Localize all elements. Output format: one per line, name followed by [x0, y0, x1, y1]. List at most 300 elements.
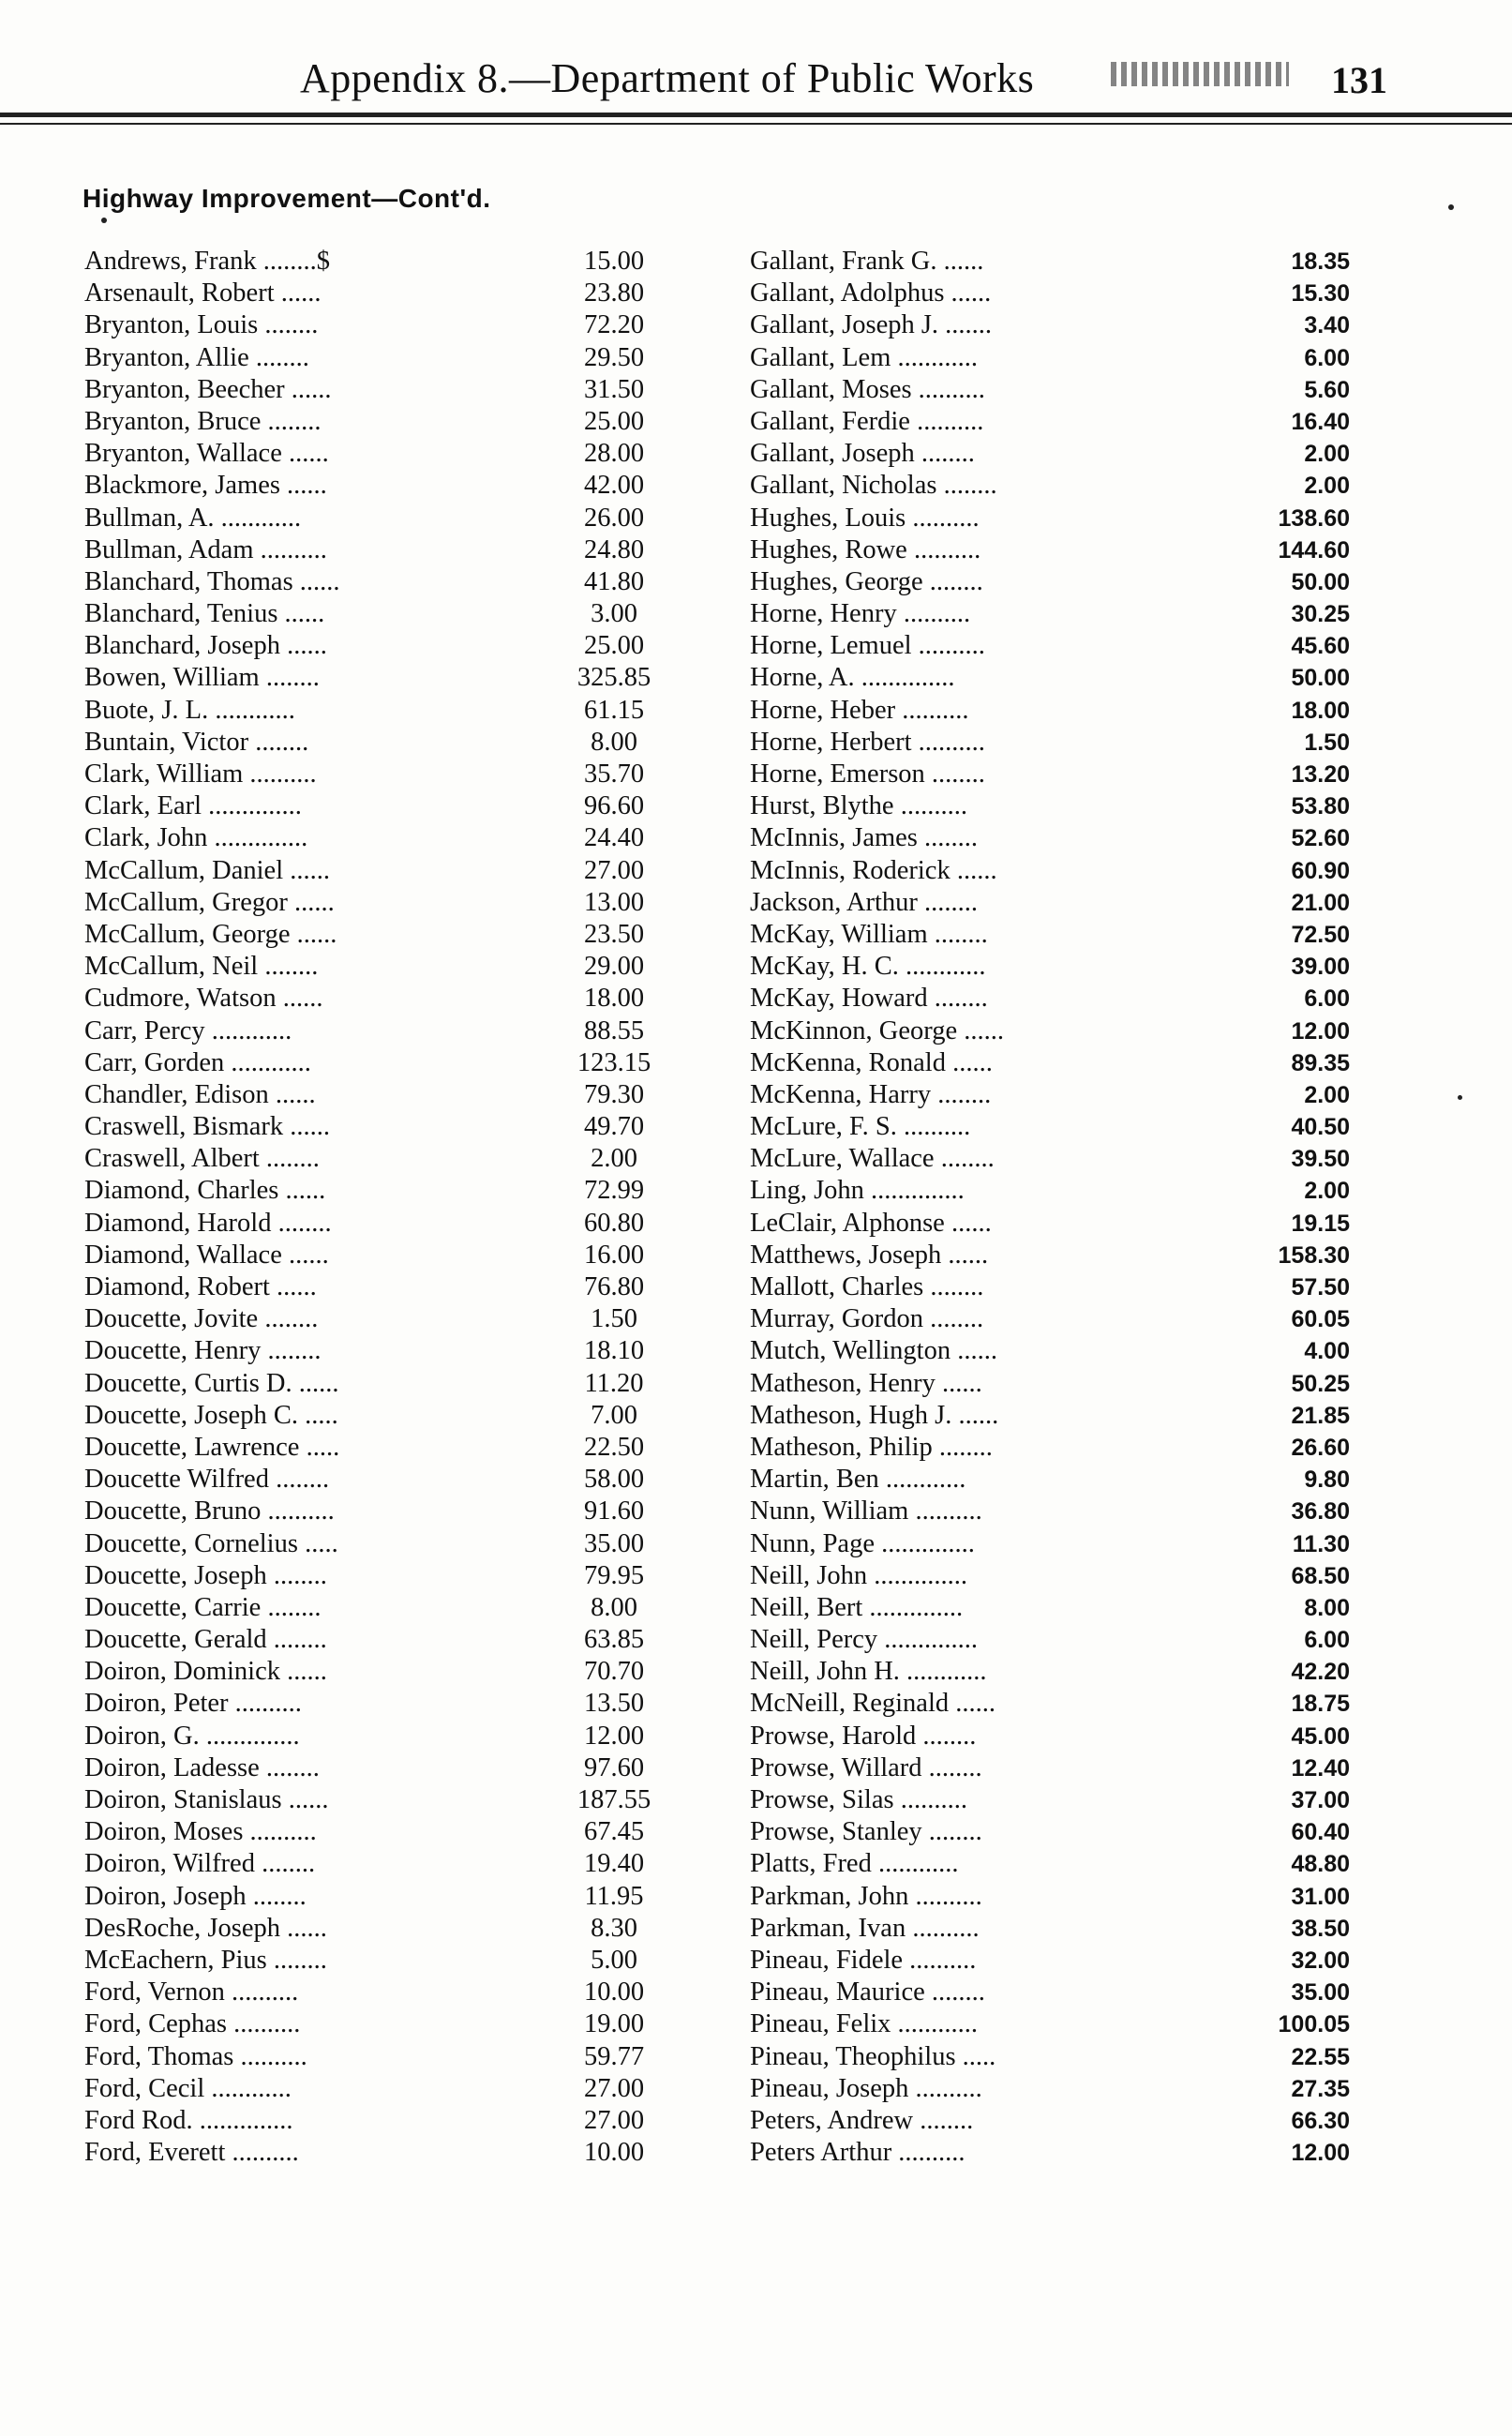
payment-amount: 42.00: [583, 471, 645, 501]
payee-name: Doucette, Bruno ..........: [84, 1496, 335, 1526]
payment-amount: 13.00: [583, 887, 645, 917]
payment-amount: 97.60: [583, 1752, 645, 1782]
left-column-row: [84, 1848, 684, 1880]
payee-name: McCallum, Neil ........: [84, 952, 319, 982]
right-column-row: [750, 1688, 1350, 1720]
right-column-row: [750, 1784, 1350, 1816]
payee-name: McKay, H. C. ............: [750, 952, 986, 982]
payee-name: Doucette, Henry ........: [84, 1336, 322, 1366]
payee-name: Gallant, Lem ............: [750, 342, 978, 372]
payment-amount: 58.00: [583, 1465, 645, 1495]
left-column-row: [84, 1881, 684, 1913]
left-column-row: [84, 374, 684, 406]
payment-amount: 76.80: [583, 1272, 645, 1301]
payee-name: Doiron, Dominick ......: [84, 1657, 327, 1687]
payment-amount: 27.00: [583, 2105, 645, 2135]
payment-amount: 91.60: [583, 1496, 645, 1526]
payee-name: Gallant, Joseph J. .......: [750, 310, 993, 340]
right-column-row: [750, 790, 1350, 822]
left-column-row: [84, 470, 684, 502]
payment-amount: 19.00: [583, 2009, 645, 2039]
payee-name: Doiron, Stanislaus ......: [84, 1785, 329, 1814]
right-column-row: [750, 630, 1350, 662]
payee-name: Ford, Thomas ..........: [84, 2041, 307, 2071]
left-column-row: [84, 278, 684, 309]
payee-name: Bryanton, Wallace ......: [84, 439, 329, 469]
left-column-row: [84, 2105, 684, 2137]
left-column-row: [84, 2073, 684, 2105]
payment-amount: 9.80: [1304, 1466, 1350, 1494]
left-column-row: [84, 1047, 684, 1079]
payee-name: Ford, Cephas ..........: [84, 2009, 301, 2039]
payment-amount: 12.00: [1291, 2140, 1350, 2167]
left-column-row: [84, 1175, 684, 1207]
payment-amount: 1.50: [591, 1304, 637, 1334]
right-column-row: [750, 1848, 1350, 1880]
payment-amount: 4.00: [1304, 1338, 1350, 1365]
payee-name: Doucette, Jovite ........: [84, 1304, 319, 1334]
payee-name: Arsenault, Robert ......: [84, 278, 322, 308]
payee-name: Diamond, Harold ........: [84, 1208, 332, 1238]
payment-amount: 12.00: [1291, 1017, 1350, 1045]
left-column-row: [84, 2137, 684, 2169]
payee-name: McCallum, Daniel ......: [84, 855, 330, 885]
payment-amount: 1.50: [1304, 729, 1350, 756]
payee-name: Hurst, Blythe ..........: [750, 791, 967, 821]
right-column-row: [750, 1432, 1350, 1464]
payment-amount: 39.00: [1291, 954, 1350, 981]
payee-name: Hughes, Louis ..........: [750, 503, 980, 533]
payment-amount: 57.50: [1291, 1274, 1350, 1301]
left-column-row: [84, 1977, 684, 2008]
payee-name: Martin, Ben ............: [750, 1465, 966, 1495]
right-column-row: [750, 1111, 1350, 1143]
payee-name: Gallant, Frank G. ......: [750, 247, 984, 276]
right-column-row: [750, 727, 1350, 759]
payment-amount: 5.00: [591, 1945, 637, 1975]
left-column-row: [84, 1784, 684, 1816]
right-column-row: [750, 1816, 1350, 1848]
left-column-row: [84, 887, 684, 919]
payment-amount: 29.00: [583, 952, 645, 982]
payment-amount: 3.40: [1304, 312, 1350, 339]
payment-amount: 100.05: [1278, 2011, 1350, 2038]
payee-name: Doiron, G. ..............: [84, 1721, 300, 1751]
payment-amount: 89.35: [1291, 1049, 1350, 1076]
left-column-row: [84, 1208, 684, 1240]
right-column: [750, 246, 1350, 2169]
payment-amount: 2.00: [1304, 1178, 1350, 1205]
right-column-row: [750, 1271, 1350, 1303]
payee-name: Doiron, Wilfred ........: [84, 1849, 316, 1879]
payee-name: Horne, A. ..............: [750, 663, 955, 693]
right-column-row: [750, 438, 1350, 470]
right-column-row: [750, 309, 1350, 341]
right-column-row: [750, 1368, 1350, 1400]
payee-name: Murray, Gordon ........: [750, 1304, 984, 1334]
payment-amount: 144.60: [1278, 536, 1350, 564]
payment-amount: 50.00: [1291, 568, 1350, 595]
payment-amount: 22.50: [583, 1432, 645, 1462]
payee-name: Pineau, Theophilus .....: [750, 2041, 996, 2071]
payee-name: Blanchard, Thomas ......: [84, 566, 340, 596]
left-column-row: [84, 1945, 684, 1977]
payment-amount: 52.60: [1291, 825, 1350, 852]
payment-amount: 35.00: [1291, 1979, 1350, 2007]
payee-name: McInnis, James ........: [750, 823, 979, 853]
payment-amount: 88.55: [583, 1015, 645, 1045]
right-column-row: [750, 1015, 1350, 1047]
payment-amount: 5.60: [1304, 376, 1350, 403]
payment-amount: 32.00: [1291, 1947, 1350, 1974]
payee-name: Buntain, Victor ........: [84, 727, 309, 757]
payee-name: Bullman, A. ............: [84, 503, 302, 533]
payee-name: Blanchard, Tenius ......: [84, 599, 325, 629]
right-column-row: [750, 1881, 1350, 1913]
payment-amount: 60.80: [583, 1208, 645, 1238]
payee-name: Doiron, Ladesse ........: [84, 1752, 320, 1782]
payee-name: Bryanton, Louis ........: [84, 310, 319, 340]
payee-name: Horne, Emerson ........: [750, 759, 985, 789]
header-rule-thick: [0, 113, 1512, 117]
right-column-row: [750, 1560, 1350, 1592]
payee-name: Ford, Vernon ..........: [84, 1977, 299, 2007]
left-column-row: [84, 1688, 684, 1720]
left-column-row: [84, 1400, 684, 1432]
right-column-row: [750, 1656, 1350, 1688]
payee-name: Horne, Herbert ..........: [750, 727, 985, 757]
left-column-row: [84, 1271, 684, 1303]
right-column-row: [750, 2137, 1350, 2169]
left-column-row: [84, 855, 684, 887]
payment-amount: 7.00: [591, 1400, 637, 1430]
right-column-row: [750, 1592, 1350, 1624]
right-column-row: [750, 1752, 1350, 1784]
payment-amount: 63.85: [583, 1625, 645, 1655]
payment-amount: 2.00: [1304, 473, 1350, 500]
payee-name: Chandler, Edison ......: [84, 1079, 316, 1109]
left-column-row: [84, 1592, 684, 1624]
payee-name: Jackson, Arthur ........: [750, 887, 979, 917]
left-column-row: [84, 1143, 684, 1175]
payment-amount: 50.00: [1291, 665, 1350, 692]
payee-name: Carr, Percy ............: [84, 1015, 292, 1045]
payee-name: LeClair, Alphonse ......: [750, 1208, 992, 1238]
payment-amount: 2.00: [591, 1144, 637, 1174]
payee-name: Ling, John ..............: [750, 1176, 965, 1206]
payment-amount: 8.30: [591, 1913, 637, 1943]
payment-amount: 36.80: [1291, 1498, 1350, 1526]
left-column-row: [84, 1816, 684, 1848]
payee-name: Peters, Andrew ........: [750, 2105, 974, 2135]
right-column-row: [750, 1047, 1350, 1079]
payment-amount: 79.95: [583, 1560, 645, 1590]
payee-name: McLure, F. S. ..........: [750, 1112, 971, 1142]
payee-name: Parkman, John ..........: [750, 1881, 982, 1911]
payee-name: Mallott, Charles ........: [750, 1272, 984, 1301]
payment-amount: 60.05: [1291, 1306, 1350, 1333]
payee-name: McKinnon, George ......: [750, 1015, 1004, 1045]
payment-amount: 79.30: [583, 1079, 645, 1109]
left-column-row: [84, 598, 684, 630]
right-column-row: [750, 855, 1350, 887]
payment-amount: 27.35: [1291, 2075, 1350, 2102]
payment-amount: 26.60: [1291, 1434, 1350, 1461]
left-column-row: [84, 2041, 684, 2073]
payment-amount: 27.00: [583, 855, 645, 885]
payment-amount: 68.50: [1291, 1562, 1350, 1589]
payee-name: Mutch, Wellington ......: [750, 1336, 997, 1366]
payment-amount: 25.00: [583, 406, 645, 436]
payment-amount: 30.25: [1291, 601, 1350, 628]
right-column-row: [750, 1208, 1350, 1240]
payee-name: Diamond, Wallace ......: [84, 1240, 329, 1270]
payee-name: McCallum, George ......: [84, 919, 337, 949]
payment-amount: 60.90: [1291, 857, 1350, 884]
payment-amount: 12.40: [1291, 1754, 1350, 1782]
left-column-row: [84, 1240, 684, 1271]
payment-amount: 26.00: [583, 503, 645, 533]
right-column-row: [750, 246, 1350, 278]
right-column-row: [750, 2041, 1350, 2073]
left-column-row: [84, 662, 684, 694]
payment-amount: 23.80: [583, 278, 645, 308]
right-column-row: [750, 278, 1350, 309]
payee-name: Hughes, George ........: [750, 566, 983, 596]
payment-amount: 24.40: [583, 823, 645, 853]
payee-name: Nunn, William ..........: [750, 1496, 982, 1526]
left-column-row: [84, 1368, 684, 1400]
left-column-row: [84, 695, 684, 727]
payment-amount: 18.00: [583, 984, 645, 1014]
payment-amount: 45.60: [1291, 633, 1350, 660]
payee-name: Diamond, Robert ......: [84, 1272, 317, 1301]
payee-name: Bryanton, Bruce ........: [84, 406, 322, 436]
payee-name: Neill, Bert ..............: [750, 1592, 964, 1622]
left-column-row: [84, 1656, 684, 1688]
right-column-row: [750, 2008, 1350, 2040]
payment-amount: 21.85: [1291, 1402, 1350, 1429]
right-column-row: [750, 2105, 1350, 2137]
right-column-row: [750, 470, 1350, 502]
payee-name: Doiron, Joseph ........: [84, 1881, 307, 1911]
payment-amount: 35.00: [583, 1528, 645, 1558]
payment-amount: 61.15: [583, 695, 645, 725]
right-column-row: [750, 919, 1350, 951]
payment-amount: 66.30: [1291, 2107, 1350, 2134]
left-column-row: [84, 1913, 684, 1945]
payee-name: McKenna, Harry ........: [750, 1079, 992, 1109]
payment-amount: 19.15: [1291, 1210, 1350, 1237]
payment-amount: 2.00: [1304, 1081, 1350, 1108]
payment-amount: 25.00: [583, 631, 645, 661]
right-column-row: [750, 598, 1350, 630]
payee-name: Clark, Earl ..............: [84, 791, 302, 821]
right-column-row: [750, 1240, 1350, 1271]
payee-name: Bullman, Adam ..........: [84, 534, 327, 564]
payee-name: McKay, Howard ........: [750, 984, 988, 1014]
left-column-row: [84, 1721, 684, 1752]
payee-name: Doucette, Carrie ........: [84, 1592, 322, 1622]
payee-name: McKenna, Ronald ......: [750, 1047, 993, 1077]
payee-name: Gallant, Ferdie ..........: [750, 406, 984, 436]
payment-amount: 21.00: [1291, 889, 1350, 916]
payment-amount: 49.70: [583, 1112, 645, 1142]
right-column-row: [750, 983, 1350, 1015]
payment-amount: 22.55: [1291, 2043, 1350, 2070]
payee-name: Craswell, Albert ........: [84, 1144, 320, 1174]
payee-name: Clark, William ..........: [84, 759, 317, 789]
right-column-row: [750, 1496, 1350, 1527]
right-column-row: [750, 1528, 1350, 1560]
payment-amount: 8.00: [1304, 1594, 1350, 1621]
payment-amount: 18.00: [1291, 697, 1350, 724]
payee-name: Matheson, Philip ........: [750, 1432, 993, 1462]
left-column-row: [84, 1079, 684, 1111]
left-column-row: [84, 630, 684, 662]
payee-name: Pineau, Maurice ........: [750, 1977, 985, 2007]
left-column-row: [84, 822, 684, 854]
left-column-row: [84, 566, 684, 598]
right-column-row: [750, 1464, 1350, 1496]
right-column-row: [750, 374, 1350, 406]
payee-name: Horne, Lemuel ..........: [750, 631, 985, 661]
payee-name: Doucette, Joseph C. .....: [84, 1400, 338, 1430]
payment-amount: 123.15: [576, 1047, 651, 1077]
payment-amount: 72.99: [583, 1176, 645, 1206]
right-column-row: [750, 759, 1350, 790]
payment-amount: 13.50: [583, 1689, 645, 1719]
right-column-row: [750, 503, 1350, 534]
payment-amount: 42.20: [1291, 1659, 1350, 1686]
right-column-row: [750, 1175, 1350, 1207]
left-column-row: [84, 406, 684, 438]
right-column-row: [750, 342, 1350, 374]
section-title: Highway Improvement—Cont'd.: [82, 184, 491, 213]
right-column-row: [750, 951, 1350, 983]
payment-amount: 16.40: [1291, 408, 1350, 435]
right-column-row: [750, 1400, 1350, 1432]
payee-name: Bryanton, Beecher ......: [84, 374, 332, 404]
payee-name: Prowse, Stanley ........: [750, 1817, 982, 1847]
payment-amount: 29.50: [583, 342, 645, 372]
ink-speck: [1448, 204, 1454, 210]
payee-name: Bryanton, Allie ........: [84, 342, 309, 372]
payment-amount: 35.70: [583, 759, 645, 789]
right-column-row: [750, 1143, 1350, 1175]
payment-amount: 72.20: [583, 310, 645, 340]
payment-amount: 8.00: [591, 727, 637, 757]
payment-amount: 19.40: [583, 1849, 645, 1879]
right-column-row: [750, 1945, 1350, 1977]
payment-amount: 31.50: [583, 374, 645, 404]
payment-amount: 11.20: [584, 1368, 644, 1398]
payment-amount: 15.30: [1291, 280, 1350, 308]
right-column-row: [750, 1303, 1350, 1335]
payment-amount: 48.80: [1291, 1851, 1350, 1878]
left-column-row: [84, 246, 684, 278]
payment-amount: 31.00: [1291, 1883, 1350, 1910]
payment-amount: 59.77: [583, 2041, 645, 2071]
payee-name: McNeill, Reginald ......: [750, 1689, 996, 1719]
payee-name: DesRoche, Joseph ......: [84, 1913, 327, 1943]
left-column-row: [84, 1496, 684, 1527]
payee-name: Gallant, Nicholas ........: [750, 471, 997, 501]
left-column-row: [84, 790, 684, 822]
page-number: 131: [1331, 59, 1387, 101]
payee-name: Ford Rod. ..............: [84, 2105, 293, 2135]
left-column-row: [84, 534, 684, 566]
payee-name: Pineau, Joseph ..........: [750, 2073, 982, 2103]
payment-amount: 6.00: [1304, 344, 1350, 371]
payment-amount: 37.00: [1291, 1787, 1350, 1813]
payee-name: Doucette, Cornelius .....: [84, 1528, 338, 1558]
right-column-row: [750, 887, 1350, 919]
payment-amount: 6.00: [1304, 985, 1350, 1013]
payment-amount: 11.30: [1292, 1530, 1350, 1557]
payee-name: Matheson, Hugh J. ......: [750, 1400, 999, 1430]
payment-amount: 158.30: [1278, 1241, 1350, 1269]
payee-name: Peters Arthur ..........: [750, 2138, 966, 2168]
payee-name: Diamond, Charles ......: [84, 1176, 326, 1206]
right-column-row: [750, 566, 1350, 598]
payment-amount: 24.80: [583, 534, 645, 564]
left-column-row: [84, 1752, 684, 1784]
payment-amount: 3.00: [591, 599, 637, 629]
payment-amount: 138.60: [1278, 504, 1350, 532]
payment-amount: 13.20: [1291, 761, 1350, 788]
payment-amount: 53.80: [1291, 793, 1350, 820]
payee-name: Gallant, Adolphus ......: [750, 278, 992, 308]
left-column-row: [84, 342, 684, 374]
page-header: [0, 49, 1512, 105]
payment-amount: 11.95: [584, 1881, 644, 1911]
payee-name: McInnis, Roderick ......: [750, 855, 997, 885]
payment-amount: 18.10: [583, 1336, 645, 1366]
left-column: [84, 246, 684, 2169]
payment-amount: 16.00: [583, 1240, 645, 1270]
payment-amount: 41.80: [583, 566, 645, 596]
payee-name: Gallant, Joseph ........: [750, 439, 975, 469]
ink-speck: [1458, 1095, 1462, 1100]
payee-name: Doiron, Peter ..........: [84, 1689, 302, 1719]
payee-name: McKay, William ........: [750, 919, 988, 949]
payment-amount: 15.00: [583, 247, 645, 276]
payee-name: Doucette, Gerald ........: [84, 1625, 327, 1655]
payment-amount: 6.00: [1304, 1627, 1350, 1654]
payee-name: Carr, Gorden ............: [84, 1047, 311, 1077]
left-column-row: [84, 309, 684, 341]
left-column-row: [84, 983, 684, 1015]
payment-amount: 72.50: [1291, 921, 1350, 948]
left-column-row: [84, 1624, 684, 1656]
right-column-row: [750, 406, 1350, 438]
left-column-row: [84, 1464, 684, 1496]
payee-name: Doucette, Lawrence .....: [84, 1432, 340, 1462]
right-column-row: [750, 662, 1350, 694]
left-column-row: [84, 1303, 684, 1335]
ink-speck: [101, 218, 107, 223]
payment-amount: 8.00: [591, 1592, 637, 1622]
payee-name: Ford, Everett ..........: [84, 2138, 299, 2168]
payee-name: Prowse, Silas ..........: [750, 1785, 967, 1814]
right-column-row: [750, 1721, 1350, 1752]
payment-amount: 38.50: [1291, 1915, 1350, 1942]
payee-name: Prowse, Harold ........: [750, 1721, 977, 1751]
payee-name: Matheson, Henry ......: [750, 1368, 982, 1398]
payment-amount: 27.00: [583, 2073, 645, 2103]
right-column-row: [750, 1079, 1350, 1111]
